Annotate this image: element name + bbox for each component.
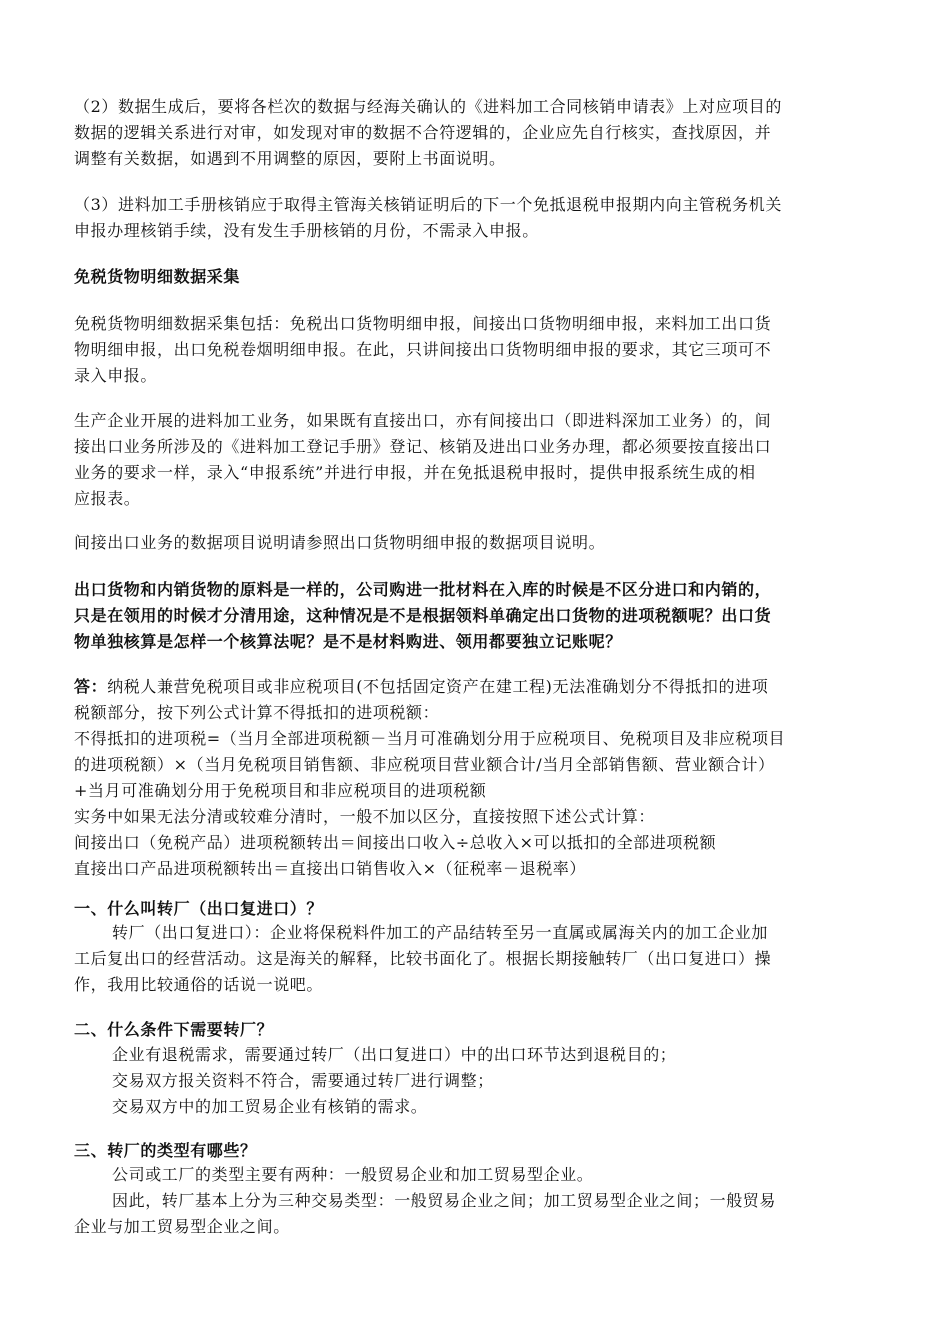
answer-label: 答： [74, 677, 108, 696]
text-line: 不得抵扣的进项税=（当月全部进项税额－当月可准确划分用于应税项目、免税项目及非应税项目 [74, 729, 786, 748]
text-line: 直接出口产品进项税额转出＝直接出口销售收入×（征税率－退税率） [74, 859, 587, 878]
list-item: 交易双方报关资料不符合，需要通过转厂进行调整； [112, 1071, 494, 1090]
section-heading-collection: 免税货物明细数据采集 [74, 267, 241, 286]
question-paragraph [74, 577, 886, 655]
section-heading-3: 三、转厂的类型有哪些？ [74, 1141, 257, 1160]
text-line: 生产企业开展的进料加工业务，如果既有直接出口，亦有间接出口（即进料深加工业务）的，间 [74, 411, 772, 430]
paragraph-collection [74, 311, 886, 389]
text-line: 工后复出口的经营活动。这是海关的解释，比较书面化了。根据长期接触转厂（出口复进口）操 [74, 949, 772, 968]
paragraph-enterprise [74, 408, 886, 512]
text-line: 企业与加工贸易型企业之间。 [74, 1217, 290, 1236]
text-line: 出口货物和内销货物的原料是一样的，公司购进一批材料在入库的时候是不区分进口和内销的， [74, 580, 772, 599]
text-line: 接出口业务所涉及的《进料加工登记手册》登记、核销及进出口业务办理，都必须要按直接出口 [74, 437, 772, 456]
text-line: 免税货物明细数据采集包括：免税出口货物明细申报，间接出口货物明细申报，来料加工出口货 [74, 314, 772, 333]
section-heading-2: 二、什么条件下需要转厂？ [74, 1020, 274, 1039]
text-line: 数据的逻辑关系进行对审，如发现对审的数据不合符逻辑的，企业应先自行核实，查找原因，并 [74, 123, 772, 142]
section-3-body [74, 1162, 886, 1240]
text-line: 税额部分，按下列公式计算不得抵扣的进项税额： [74, 703, 440, 722]
text-line: 转厂（出口复进口）：企业将保税料件加工的产品结转至另一直属或属海关内的加工企业加 [112, 923, 769, 942]
text-line: 实务中如果无法分清或较难分清时，一般不加以区分，直接按照下述公式计算： [74, 807, 656, 826]
text-line: 作，我用比较通俗的话说一说吧。 [74, 975, 324, 994]
text-line: 录入申报。 [74, 366, 158, 385]
text-line: 物单独核算是怎样一个核算法呢？是不是材料购进、领用都要独立记账呢？ [74, 632, 622, 651]
section-1-body [74, 920, 886, 998]
answer-paragraph [74, 674, 886, 882]
text-line: +当月可准确划分用于免税项目和非应税项目的进项税额 [74, 781, 487, 800]
text-line: 因此，转厂基本上分为三种交易类型：一般贸易企业之间；加工贸易型企业之间；一般贸易 [112, 1191, 777, 1210]
text-line: 间接出口（免税产品）进项税额转出＝间接出口收入÷总收入×可以抵扣的全部进项税额 [74, 833, 717, 852]
text-line: （3）进料加工手册核销应于取得主管海关核销证明后的下一个免抵退税申报期内向主管税务机关 [74, 195, 782, 214]
text-line: 申报办理核销手续，没有发生手册核销的月份，不需录入申报。 [74, 221, 539, 240]
text-line: 只是在领用的时候才分清用途，这种情况是不是根据领料单确定出口货物的进项税额呢？出口货 [74, 606, 772, 625]
text-line: 答：纳税人兼营免税项目或非应税项目(不包括固定资产在建工程)无法准确划分不得抵扣的进项 [74, 677, 769, 696]
paragraph-item-2 [74, 94, 886, 172]
text-line: 业务的要求一样，录入“申报系统”并进行申报，并在免抵退税申报时，提供申报系统生成的相 [74, 463, 756, 482]
section-2-body [74, 1042, 886, 1120]
text-line: （2）数据生成后，要将各栏次的数据与经海关确认的《进料加工合同核销申请表》上对应项目的 [74, 97, 782, 116]
text-line: 的进项税额）×（当月免税项目销售额、非应税项目营业额合计/当月全部销售额、营业额合计） [74, 755, 775, 774]
paragraph-item-3 [74, 192, 886, 244]
text-line: 调整有关数据，如遇到不用调整的原因，要附上书面说明。 [74, 149, 506, 168]
list-item: 交易双方中的加工贸易企业有核销的需求。 [112, 1097, 428, 1116]
paragraph-indirect-export: 间接出口业务的数据项目说明请参照出口货物明细申报的数据项目说明。 [74, 533, 606, 552]
text-line: 应报表。 [74, 489, 141, 508]
list-item: 企业有退税需求，需要通过转厂（出口复进口）中的出口环节达到退税目的； [112, 1045, 677, 1064]
text-line: 物明细申报，出口免税卷烟明细申报。在此，只讲间接出口货物明细申报的要求，其它三项可不 [74, 340, 772, 359]
section-heading-1: 一、什么叫转厂（出口复进口）？ [74, 899, 324, 918]
text-line: 公司或工厂的类型主要有两种：一般贸易企业和加工贸易型企业。 [112, 1165, 594, 1184]
